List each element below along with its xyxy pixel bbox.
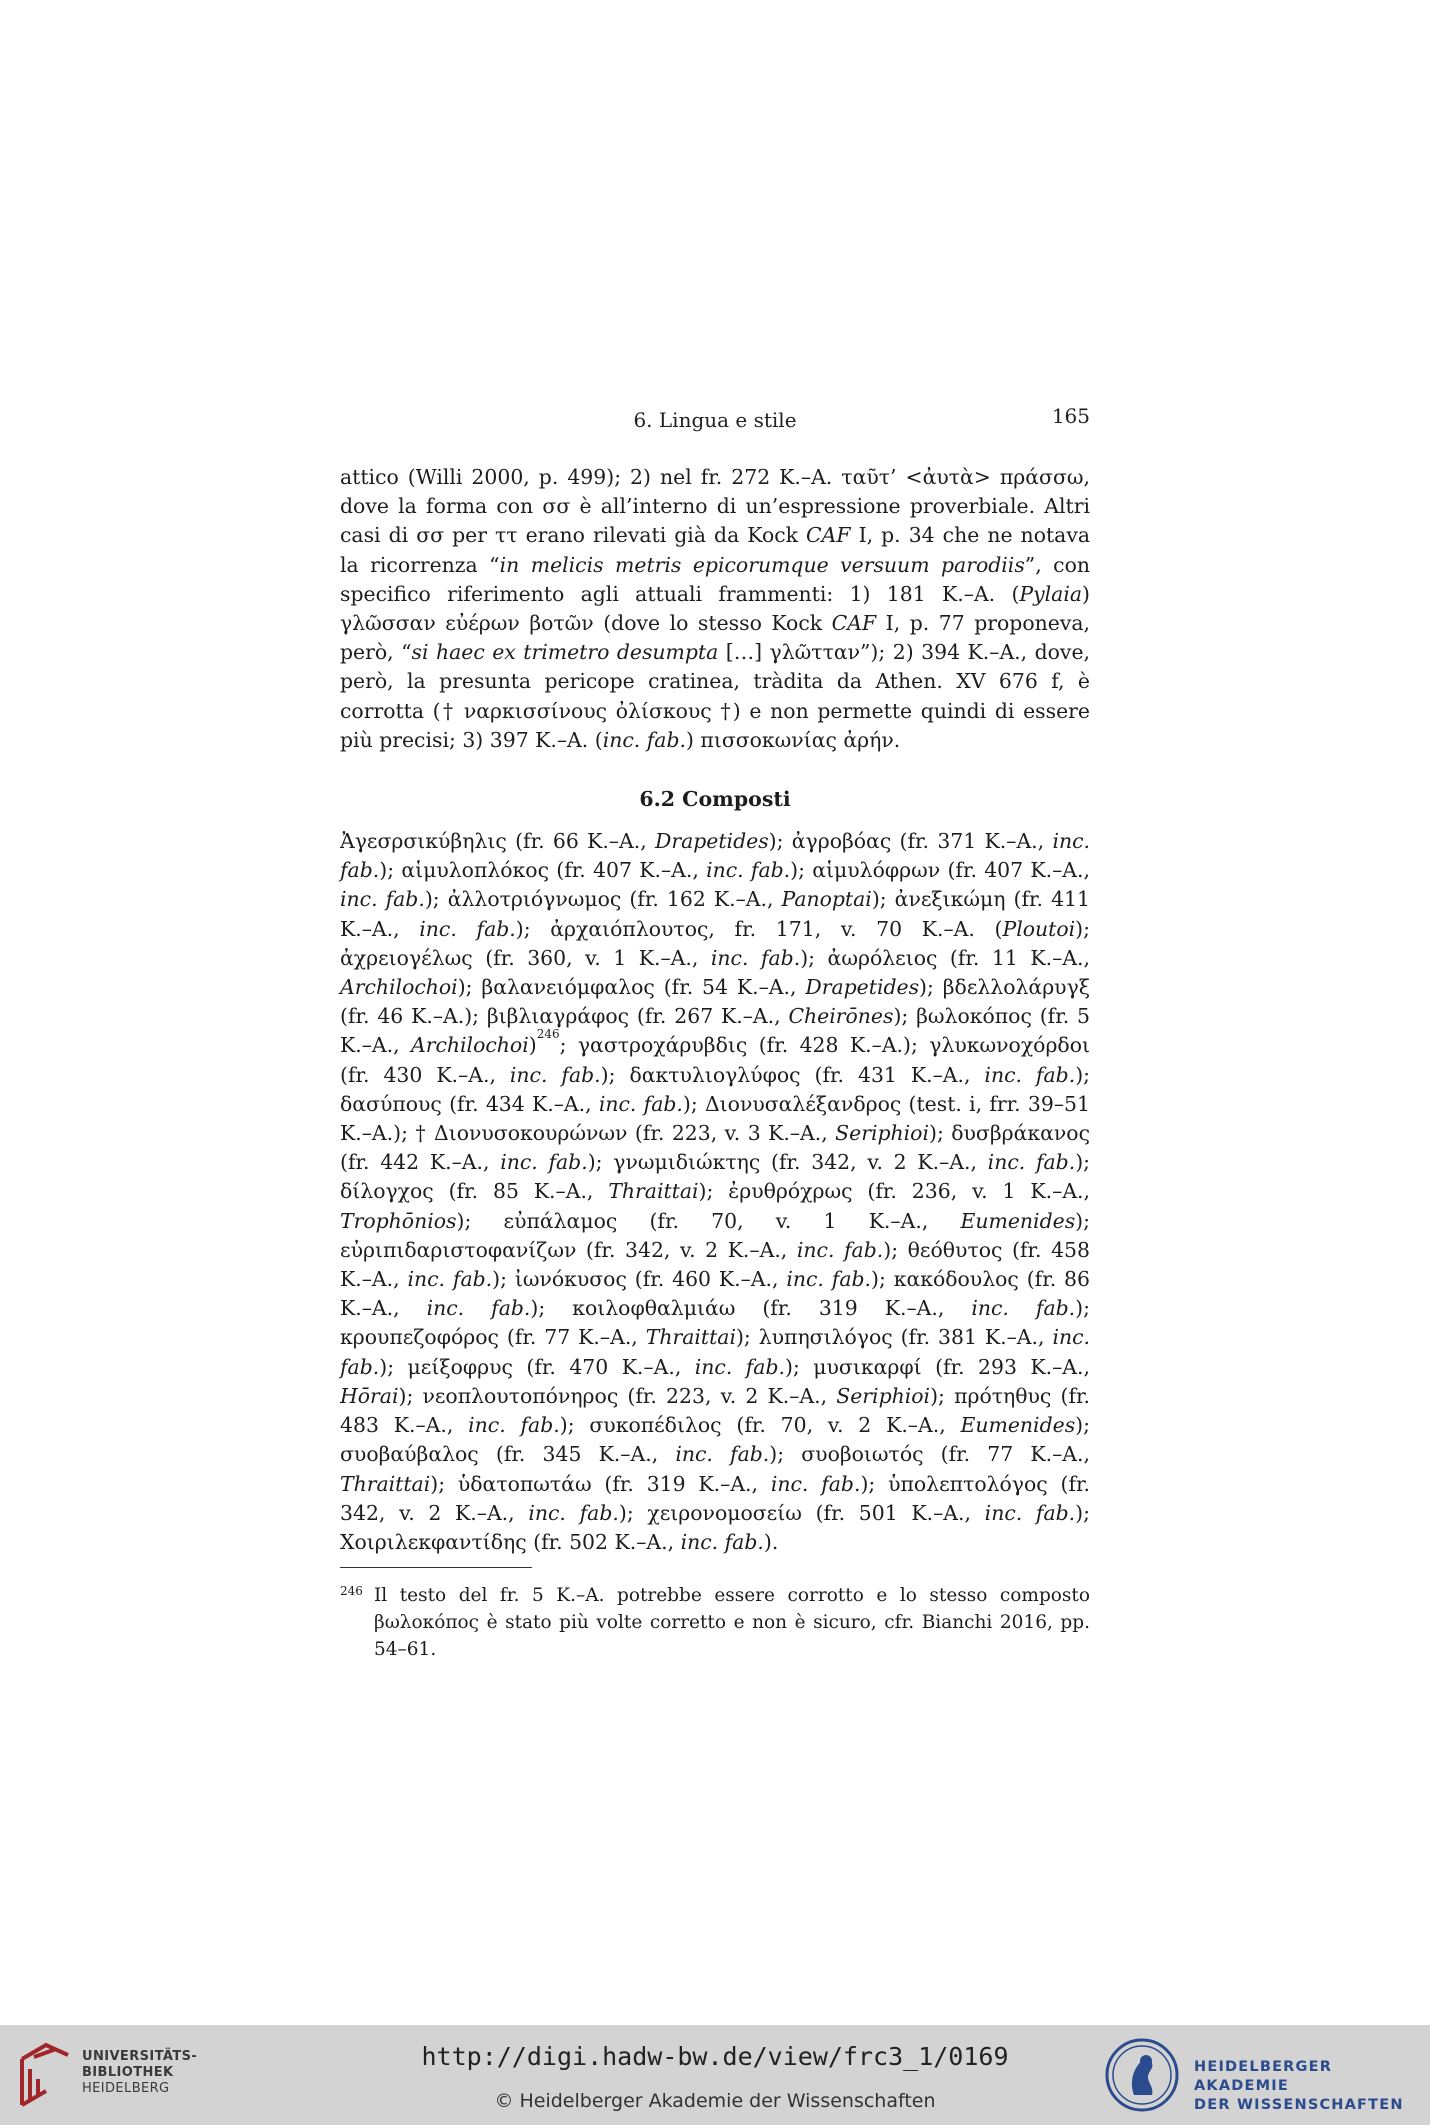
copyright-notice: © Heidelberger Akademie der Wissenschaften [494, 2090, 936, 2112]
italic-span: Hōrai [340, 1383, 399, 1408]
footnote [340, 1582, 1090, 1663]
italic-span: in melicis metris epicorumque versuum parodiis [499, 552, 1025, 577]
text-span: Ἀγεσρσικύβηλις (fr. 66 K.–A., [340, 829, 655, 854]
hadw-line-2: DER WISSENSCHAFTEN [1194, 2097, 1404, 2113]
footnote-separator [340, 1567, 532, 1568]
italic-span: inc. fab. [770, 1471, 861, 1496]
italic-span: inc. fab. [675, 1442, 770, 1467]
text-span: ); Διονυσαλέξανδρος (test. i, frr. 39–51 K.–A.); † Διονυσοκουρώνων (fr. 223, v. 3 K.–A., [340, 1091, 1090, 1146]
footnote-ref[interactable]: 246 [536, 1026, 560, 1041]
text-span: ); συκοπέδιλος (fr. 70, v. 2 K.–A., [559, 1413, 961, 1438]
text-span: I, p. 34 che ne notava la ricorrenza “ [340, 523, 1090, 577]
text-span: ); ἀχρειογέλως (fr. 360, v. 1 K.–A., [340, 916, 1090, 970]
hadw-logo-text [1194, 2058, 1430, 2115]
italic-span: Seriphioi [836, 1383, 931, 1408]
italic-span: inc. fab. [407, 1267, 493, 1292]
italic-span: Drapetides [805, 975, 920, 1000]
italic-span: inc. fab. [426, 1296, 531, 1321]
text-span: ); ἀγροβόας (fr. 371 K.–A., [768, 829, 1053, 854]
italic-span: Thraittai [608, 1179, 699, 1204]
italic-span: inc. fab. [340, 1325, 1090, 1379]
text-span: ); δακτυλιογλύφος (fr. 431 K.–A., [600, 1062, 985, 1087]
italic-span: si haec ex trimetro desumpta [411, 640, 719, 665]
text-span: ; γαστροχάρυβδις (fr. 428 K.–A.); γλυκωνοχόρδοι (fr. 430 K.–A., [340, 1033, 1090, 1087]
text-span: ). [763, 1529, 779, 1554]
text-span: ); δασύπους (fr. 434 K.–A., [340, 1062, 1091, 1116]
text-span: ); δίλογχος (fr. 85 K.–A., [340, 1150, 1091, 1204]
text-span: ); βαλανειόμφαλος (fr. 54 K.–A., [457, 975, 806, 1000]
italic-span: inc. fab. [706, 858, 791, 883]
text-span: ); κρουπεζοφόρος (fr. 77 K.–A., [340, 1296, 1090, 1350]
italic-span: inc. fab. [796, 1237, 884, 1262]
text-span: […] γλῶτταν”); 2) 394 K.–A., dove, però, la presunta pericope cratinea, tràdita da Athen. XV 676 f, è corrotta († ναρκισσίνους ὀλίσκους †) e non permette quindi di essere più precisi; 3) 397 K.–A. ( [340, 640, 1091, 752]
italic-span: Eumenides [960, 1413, 1076, 1438]
text-span: ); κακόδουλος (fr. 86 K.–A., [340, 1267, 1090, 1321]
text-span: ); βωλοκόπος (fr. 5 K.–A., [340, 1004, 1091, 1058]
text-span: ”, con specifico riferimento agli attuali frammenti: 1) 181 K.–A. ( [340, 552, 1091, 606]
footnote-mark: 246 [340, 1584, 363, 1598]
hadw-line-1: HEIDELBERGER AKADEMIE [1194, 2059, 1333, 2094]
italic-span: inc. fab. [971, 1296, 1076, 1321]
main-text [340, 463, 1090, 1557]
hadw-seal-icon[interactable] [1104, 2037, 1180, 2113]
text-span: I, p. 77 proponeva, però, “ [340, 611, 1090, 665]
italic-span: CAF [831, 611, 877, 636]
text-span: ); βδελλολάρυγξ (fr. 46 K.–A.); βιβλιαγράφος (fr. 267 K.–A., [340, 975, 1090, 1029]
italic-span: Trophōnios [340, 1208, 457, 1233]
italic-span: inc. fab. [786, 1267, 872, 1292]
text-span: ); μείξοφρυς (fr. 470 K.–A., [379, 1354, 695, 1379]
text-span: ); αἱμυλοπλόκος (fr. 407 K.–A., [379, 858, 707, 883]
text-span: ); συοβαύβαλος (fr. 345 K.–A., [340, 1413, 1090, 1467]
italic-span: inc. fab. [509, 1062, 601, 1087]
italic-span: Cheirōnes [788, 1004, 894, 1029]
text-span: ); εὐριπιδαριστοφανίζων (fr. 342, v. 2 K.–A., [340, 1208, 1090, 1262]
italic-span: inc. fab. [984, 1500, 1076, 1525]
paragraph-continuation [340, 463, 1090, 755]
text-span: ); κοιλοφθαλμιάω (fr. 319 K.–A., [530, 1296, 972, 1321]
italic-span: Archilochoi [411, 1033, 529, 1058]
italic-span: inc. fab. [419, 916, 516, 941]
text-span: ); ὑδατοπωτάω (fr. 319 K.–A., [430, 1471, 771, 1496]
text-span: ); νεοπλουτοπόνηρος (fr. 223, v. 2 K.–A., [398, 1383, 837, 1408]
italic-span: Eumenides [960, 1208, 1076, 1233]
italic-span: Archilochoi [340, 975, 458, 1000]
italic-span: Ploutoi [1002, 916, 1076, 941]
viewer-footer-bar [0, 2025, 1430, 2125]
text-span: ); αἱμυλόφρων (fr. 407 K.–A., [790, 858, 1090, 883]
italic-span: inc. fab. [694, 1354, 785, 1379]
italic-span: inc. fab. [984, 1062, 1076, 1087]
text-span: ); ὑπολεπτολόγος (fr. 342, v. 2 K.–A., [340, 1471, 1090, 1525]
page-number: 165 [1051, 404, 1090, 428]
text-span: ); ἀνεξικώμη (fr. 411 K.–A., [340, 887, 1090, 941]
italic-span: Thraittai [340, 1471, 431, 1496]
text-span: ); ἀλλοτριόγνωμος (fr. 162 K.–A., [424, 887, 782, 912]
section-heading: 6.2 Composti [639, 787, 791, 812]
paragraph-composti-list [340, 827, 1090, 1557]
italic-span: Drapetides [654, 829, 769, 854]
permalink-url[interactable]: http://digi.hadw-bw.de/view/frc3_1/0169 [421, 2042, 1009, 2071]
text-span: ); ἀωρόλειος (fr. 11 K.–A., [800, 945, 1091, 970]
text-span: ); Χοιριλεκφαντίδης (fr. 502 K.–A., [340, 1500, 1090, 1554]
italic-span: Pylaia [1019, 581, 1083, 606]
text-span: ); μυσικαρφί (fr. 293 K.–A., [785, 1354, 1090, 1379]
text-span: ); ἰωνόκυσος (fr. 460 K.–A., [492, 1267, 787, 1292]
italic-span: inc. fab. [500, 1150, 588, 1175]
italic-span: inc. fab. [987, 1150, 1076, 1175]
text-span: ); ἀρχαιόπλουτος, fr. 171, v. 70 K.–A. ( [515, 916, 1003, 941]
italic-span: inc. fab. [602, 727, 686, 752]
ub-line-3: HEIDELBERG [82, 2081, 170, 2096]
ub-line-2: BIBLIOTHEK [82, 2065, 174, 2080]
ub-line-1: UNIVERSITÄTS- [82, 2049, 198, 2064]
text-span: ); πρότηθυς (fr. 483 K.–A., [340, 1383, 1090, 1438]
italic-span: inc. fab. [468, 1413, 560, 1438]
text-span: attico (Willi 2000, p. 499); 2) nel fr. 272 K.–A. ταῦτ’ <ἀυτὰ> πράσσω, dove la forma con σσ è all’interno di un’espressione proverbiale. Altri casi di σσ per ττ erano rilevati già da Kock [340, 465, 1090, 548]
italic-span: Panoptai [781, 887, 872, 912]
italic-span: inc. fab. [528, 1500, 619, 1525]
italic-span: Thraittai [645, 1325, 736, 1350]
text-span: ) πισσοκωνίας ἀρήν. [685, 727, 901, 752]
italic-span: inc. fab. [598, 1091, 683, 1116]
italic-span: CAF [806, 523, 851, 548]
text-span: ) [528, 1033, 537, 1058]
italic-span: inc. fab. [710, 945, 801, 970]
italic-span: Seriphioi [835, 1121, 929, 1146]
text-span: ); χειρονομοσείω (fr. 501 K.–A., [618, 1500, 985, 1525]
italic-span: inc. fab. [340, 887, 425, 912]
text-span: ); συοβοιωτός (fr. 77 K.–A., [769, 1442, 1090, 1467]
text-span: ); εὐπάλαμος (fr. 70, v. 1 K.–A., [456, 1208, 961, 1233]
running-title: 6. Lingua e stile [633, 408, 797, 432]
footnote-text: Il testo del fr. 5 K.–A. potrebbe essere corrotto e lo stesso composto βωλοκόπος è stato più volte corretto e non è sicuro, cfr. Bianchi 2016, pp. 54–61. [374, 1585, 1090, 1660]
text-span: ); θεόθυτος (fr. 458 K.–A., [340, 1237, 1090, 1292]
italic-span: inc. fab. [680, 1529, 764, 1554]
text-span: ); δυσβράκανος (fr. 442 K.–A., [340, 1121, 1090, 1175]
text-span: ); ἐρυθρόχρως (fr. 236, v. 1 K.–A., [698, 1179, 1091, 1204]
text-span: ) γλῶσσαν εὐέρων βοτῶν (dove lo stesso Kock [340, 581, 1090, 636]
text-span: ); λυπησιλόγος (fr. 381 K.–A., [735, 1325, 1053, 1350]
italic-span: inc. fab. [340, 829, 1090, 883]
text-span: ); γνωμιδιώκτης (fr. 342, v. 2 K.–A., [587, 1150, 988, 1175]
